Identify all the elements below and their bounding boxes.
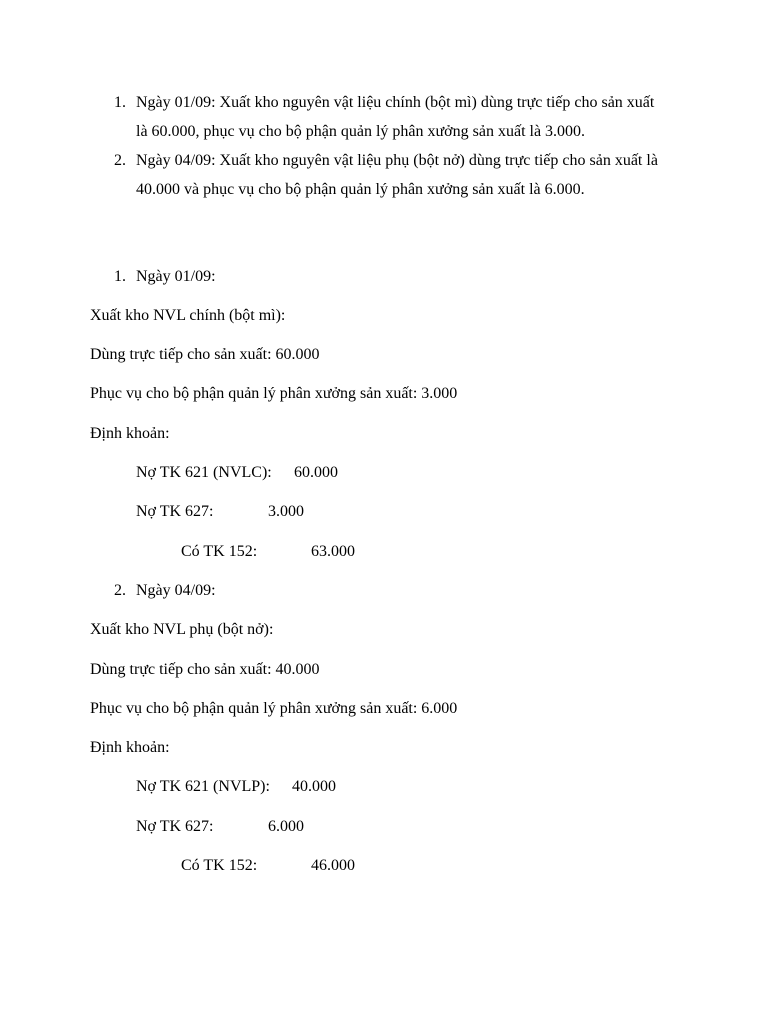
problem-item-1-line-2: là 60.000, phục vụ cho bộ phận quản lý phân xưởng sản xuất là 3.000. — [136, 123, 586, 140]
solution-2-credit-amount: 46.000 — [311, 857, 355, 874]
solution-1-direct-use: Dùng trực tiếp cho sản xuất: 60.000 — [90, 346, 320, 363]
problem-item-2-line-1: Ngày 04/09: Xuất kho nguyên vật liệu phụ (bột nở) dùng trực tiếp cho sản xuất là — [136, 152, 658, 169]
solution-1-debit-1-account: Nợ TK 621 (NVLC): — [136, 464, 272, 481]
solution-2-debit-1-account: Nợ TK 621 (NVLP): — [136, 778, 270, 795]
solution-1-credit-account: Có TK 152: — [181, 543, 258, 560]
solution-2-direct-use: Dùng trực tiếp cho sản xuất: 40.000 — [90, 661, 320, 678]
problem-item-2-number: 2. — [114, 152, 126, 169]
solution-2-debit-2-amount: 6.000 — [268, 818, 304, 835]
solution-2-entry-label: Định khoản: — [90, 739, 170, 756]
solution-1-number: 1. — [114, 268, 126, 285]
solution-1-credit-amount: 63.000 — [311, 543, 355, 560]
solution-2-issue: Xuất kho NVL phụ (bột nở): — [90, 621, 274, 638]
solution-2-credit-account: Có TK 152: — [181, 857, 258, 874]
solution-2-debit-2-account: Nợ TK 627: — [136, 818, 214, 835]
solution-1-debit-2-amount: 3.000 — [268, 503, 304, 520]
solution-1-entry-label: Định khoản: — [90, 425, 170, 442]
problem-item-2-line-2: 40.000 và phục vụ cho bộ phận quản lý phân xưởng sản xuất là 6.000. — [136, 181, 585, 198]
solution-1-issue: Xuất kho NVL chính (bột mì): — [90, 307, 286, 324]
solution-2-number: 2. — [114, 582, 126, 599]
problem-item-1-number: 1. — [114, 94, 126, 111]
solution-2-debit-1-amount: 40.000 — [292, 778, 336, 795]
solution-1-heading: Ngày 01/09: — [136, 268, 216, 285]
solution-2-heading: Ngày 04/09: — [136, 582, 216, 599]
solution-1-debit-1-amount: 60.000 — [294, 464, 338, 481]
solution-2-workshop-use: Phục vụ cho bộ phận quản lý phân xưởng sản xuất: 6.000 — [90, 700, 458, 717]
problem-item-1-line-1: Ngày 01/09: Xuất kho nguyên vật liệu chính (bột mì) dùng trực tiếp cho sản xuất — [136, 94, 655, 111]
solution-1-debit-2-account: Nợ TK 627: — [136, 503, 214, 520]
solution-1-workshop-use: Phục vụ cho bộ phận quản lý phân xưởng sản xuất: 3.000 — [90, 385, 458, 402]
